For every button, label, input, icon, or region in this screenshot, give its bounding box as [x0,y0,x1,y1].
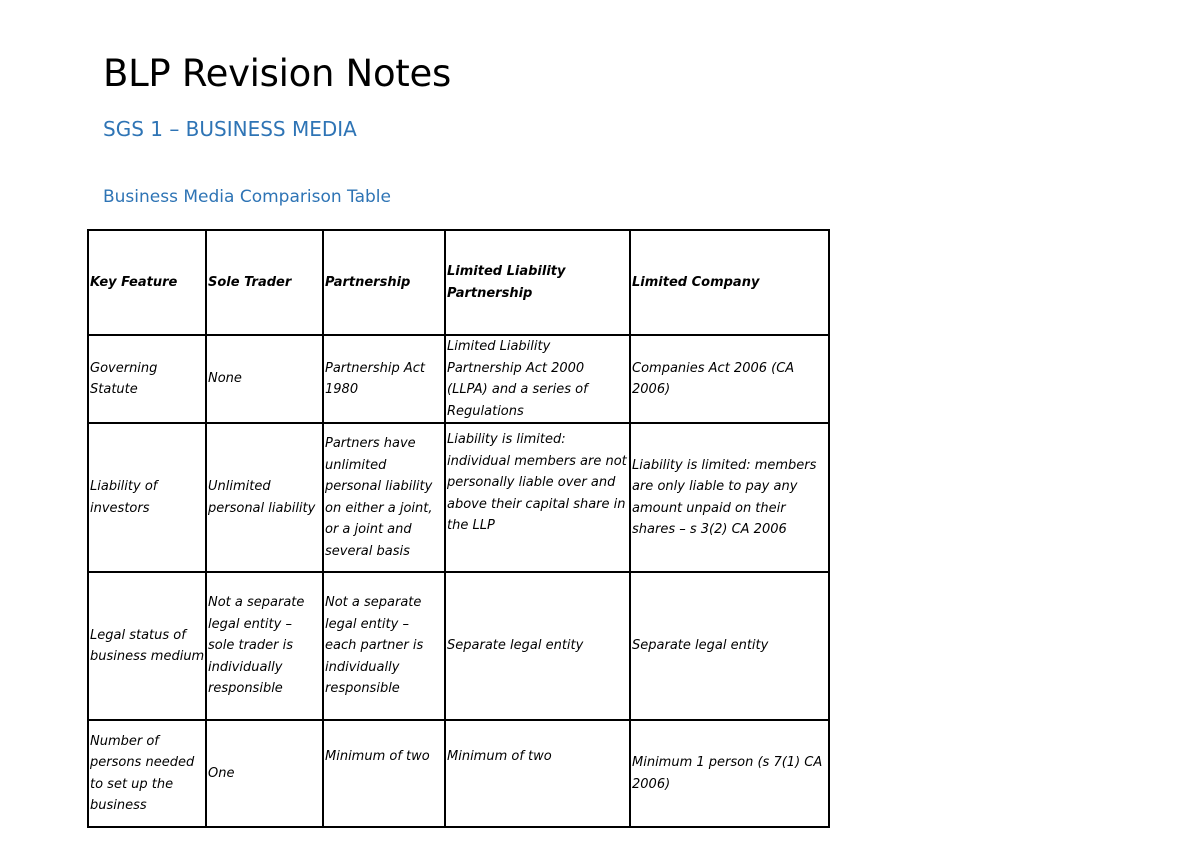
table-cell: Not a separate legal entity – sole trader is individually responsible [206,572,323,720]
table-row-liability [88,423,829,572]
table-cell: Liability is limited: individual members are not personally liable over and above their capital share in the LLP [445,423,630,572]
table-cell: Minimum of two [445,720,630,827]
header-cell-key-feature: Key Feature [88,230,206,335]
table-cell: Liability of investors [88,423,206,572]
table-cell: Liability is limited: members are only liable to pay any amount unpaid on their shares – s 3(2) CA 2006 [630,423,829,572]
table-cell: None [206,335,323,423]
table-header-row [88,230,829,335]
table-cell: Unlimited personal liability [206,423,323,572]
table-cell: Minimum of two [323,720,445,827]
header-cell-sole-trader: Sole Trader [206,230,323,335]
section-heading: Business Media Comparison Table [103,187,391,207]
table-cell: Legal status of business medium [88,572,206,720]
business-media-comparison-table [87,229,830,828]
table-cell: Companies Act 2006 (CA 2006) [630,335,829,423]
table-row-legal-status [88,572,829,720]
header-cell-llp: Limited Liability Partnership [445,230,630,335]
document-subtitle: SGS 1 – BUSINESS MEDIA [103,117,357,141]
table-cell: Limited Liability Partnership Act 2000 (LLPA) and a series of Regulations [445,335,630,423]
table-cell: Not a separate legal entity – each partner is individually responsible [323,572,445,720]
table-cell: Partnership Act 1980 [323,335,445,423]
table-row-number-of-persons [88,720,829,827]
document-title: BLP Revision Notes [103,52,451,95]
table-cell: Minimum 1 person (s 7(1) CA 2006) [630,720,829,827]
table-cell: Governing Statute [88,335,206,423]
header-cell-limited-company: Limited Company [630,230,829,335]
table-cell: Separate legal entity [630,572,829,720]
table-cell: One [206,720,323,827]
header-cell-partnership: Partnership [323,230,445,335]
table-cell: Partners have unlimited personal liability on either a joint, or a joint and several basis [323,423,445,572]
table-row-governing-statute [88,335,829,423]
table-cell: Number of persons needed to set up the business [88,720,206,827]
table-cell: Separate legal entity [445,572,630,720]
